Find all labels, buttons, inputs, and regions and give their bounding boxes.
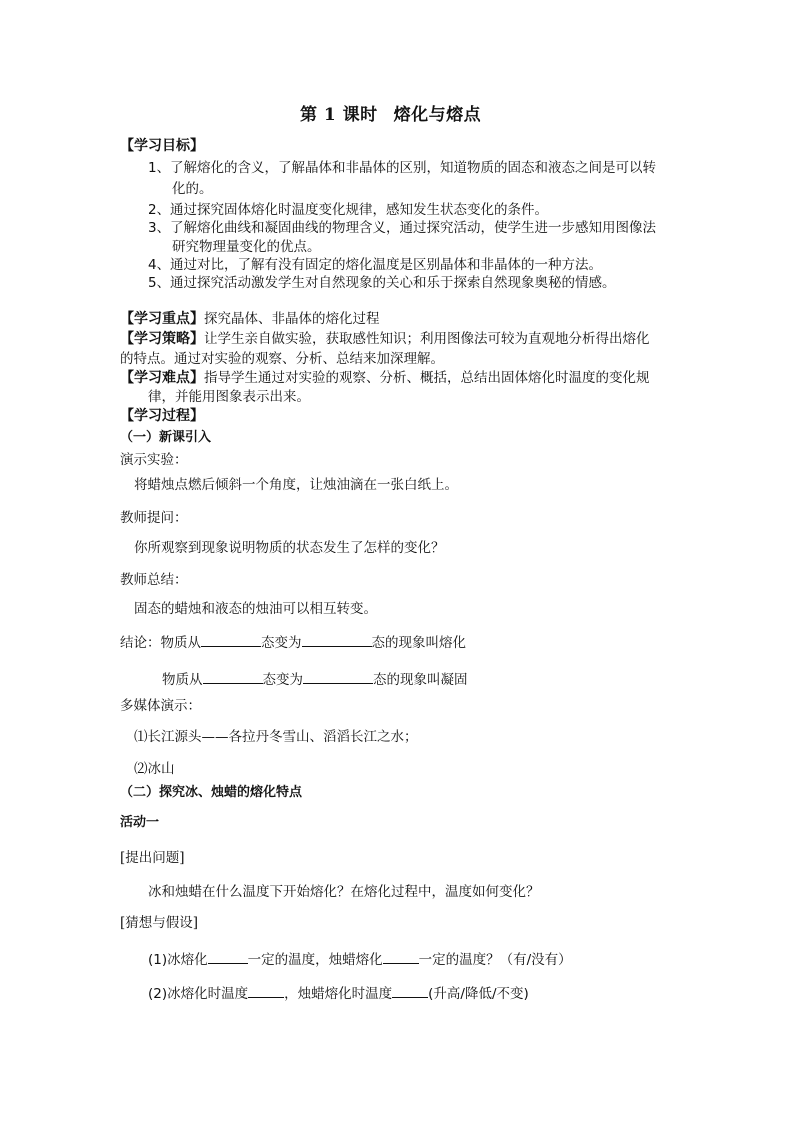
summary-label: 教师总结： — [120, 572, 188, 588]
activity-heading: 活动一 — [120, 815, 160, 830]
strategy: 【学习策略】让学生亲自做实验，获取感性知识；利用图像法可较为直观地分析得出熔化 — [120, 331, 650, 347]
conclusion-melting: 结论：物质从 态变为 态的现象叫熔化 — [120, 632, 466, 652]
blank-fill-in[interactable] — [248, 983, 284, 998]
objectives-heading: 【学习目标】 — [120, 138, 204, 154]
strategy-cont: 的特点。通过对实验的观察、分析、总结来加深理解。 — [120, 351, 444, 367]
process-heading: 【学习过程】 — [120, 408, 204, 424]
question-text: 你所观察到现象说明物质的状态发生了怎样的变化？ — [134, 540, 445, 556]
blank-fill-in[interactable] — [302, 632, 372, 647]
objective-3-cont: 研究物理量变化的优点。 — [172, 239, 321, 255]
guess-label: [猜想与假设] — [120, 915, 199, 931]
blank-fill-in[interactable] — [303, 669, 373, 684]
blank-fill-in[interactable] — [392, 983, 428, 998]
ask-text: 冰和烛蜡在什么温度下开始熔化？在熔化过程中，温度如何变化？ — [148, 884, 540, 900]
demo-label: 演示实验： — [120, 452, 188, 468]
page-title — [300, 106, 481, 124]
objective-2: 2、通过探究固体熔化时温度变化规律，感知发生状态变化的条件。 — [148, 202, 548, 218]
media-label: 多媒体演示： — [120, 698, 201, 714]
guess-2: (2)冰熔化时温度 ，烛蜡熔化时温度 (升高/降低/不变) — [148, 983, 529, 1003]
guess-1: (1)冰熔化 一定的温度，烛蜡熔化 一定的温度？（有/没有） — [148, 949, 572, 969]
blank-fill-in[interactable] — [201, 632, 261, 647]
key-points: 【学习重点】探究晶体、非晶体的熔化过程 — [120, 311, 380, 327]
section-2-heading: （二）探究冰、烛蜡的熔化特点 — [120, 785, 303, 800]
demo-text: 将蜡烛点燃后倾斜一个角度，让烛油滴在一张白纸上。 — [134, 477, 458, 493]
objective-4: 4、通过对比，了解有没有固定的熔化温度是区别晶体和非晶体的一种方法。 — [148, 257, 602, 273]
title-topic: 熔化与熔点 — [393, 105, 482, 125]
difficulty: 【学习难点】指导学生通过对实验的观察、分析、概括，总结出固体熔化时温度的变化规 — [120, 370, 650, 386]
ask-label: [提出问题] — [120, 850, 185, 866]
question-label: 教师提问： — [120, 510, 188, 526]
difficulty-cont: 律，并能用图象表示出来。 — [148, 389, 310, 405]
blank-fill-in[interactable] — [383, 949, 419, 964]
blank-fill-in[interactable] — [208, 949, 248, 964]
objective-1-cont: 化的。 — [172, 181, 213, 197]
summary-text: 固态的蜡烛和液态的烛油可以相互转变。 — [134, 601, 377, 617]
media-item-1: ⑴长江源头——各拉丹冬雪山、滔滔长江之水； — [134, 729, 418, 745]
conclusion-solidifying: 物质从 态变为 态的现象叫凝固 — [162, 669, 468, 689]
objective-1: 1、了解熔化的含义，了解晶体和非晶体的区别，知道物质的固态和液态之间是可以转 — [148, 160, 656, 176]
section-1-heading: （一）新课引入 — [120, 430, 212, 445]
objective-5: 5、通过探究活动激发学生对自然现象的关心和乐于探索自然现象奥秘的情感。 — [148, 275, 616, 291]
title-lesson: 第 1 课时 — [300, 105, 378, 125]
media-item-2: ⑵冰山 — [134, 761, 175, 777]
objective-3: 3、了解熔化曲线和凝固曲线的物理含义，通过探究活动，使学生进一步感知用图像法 — [148, 220, 656, 236]
blank-fill-in[interactable] — [203, 669, 263, 684]
